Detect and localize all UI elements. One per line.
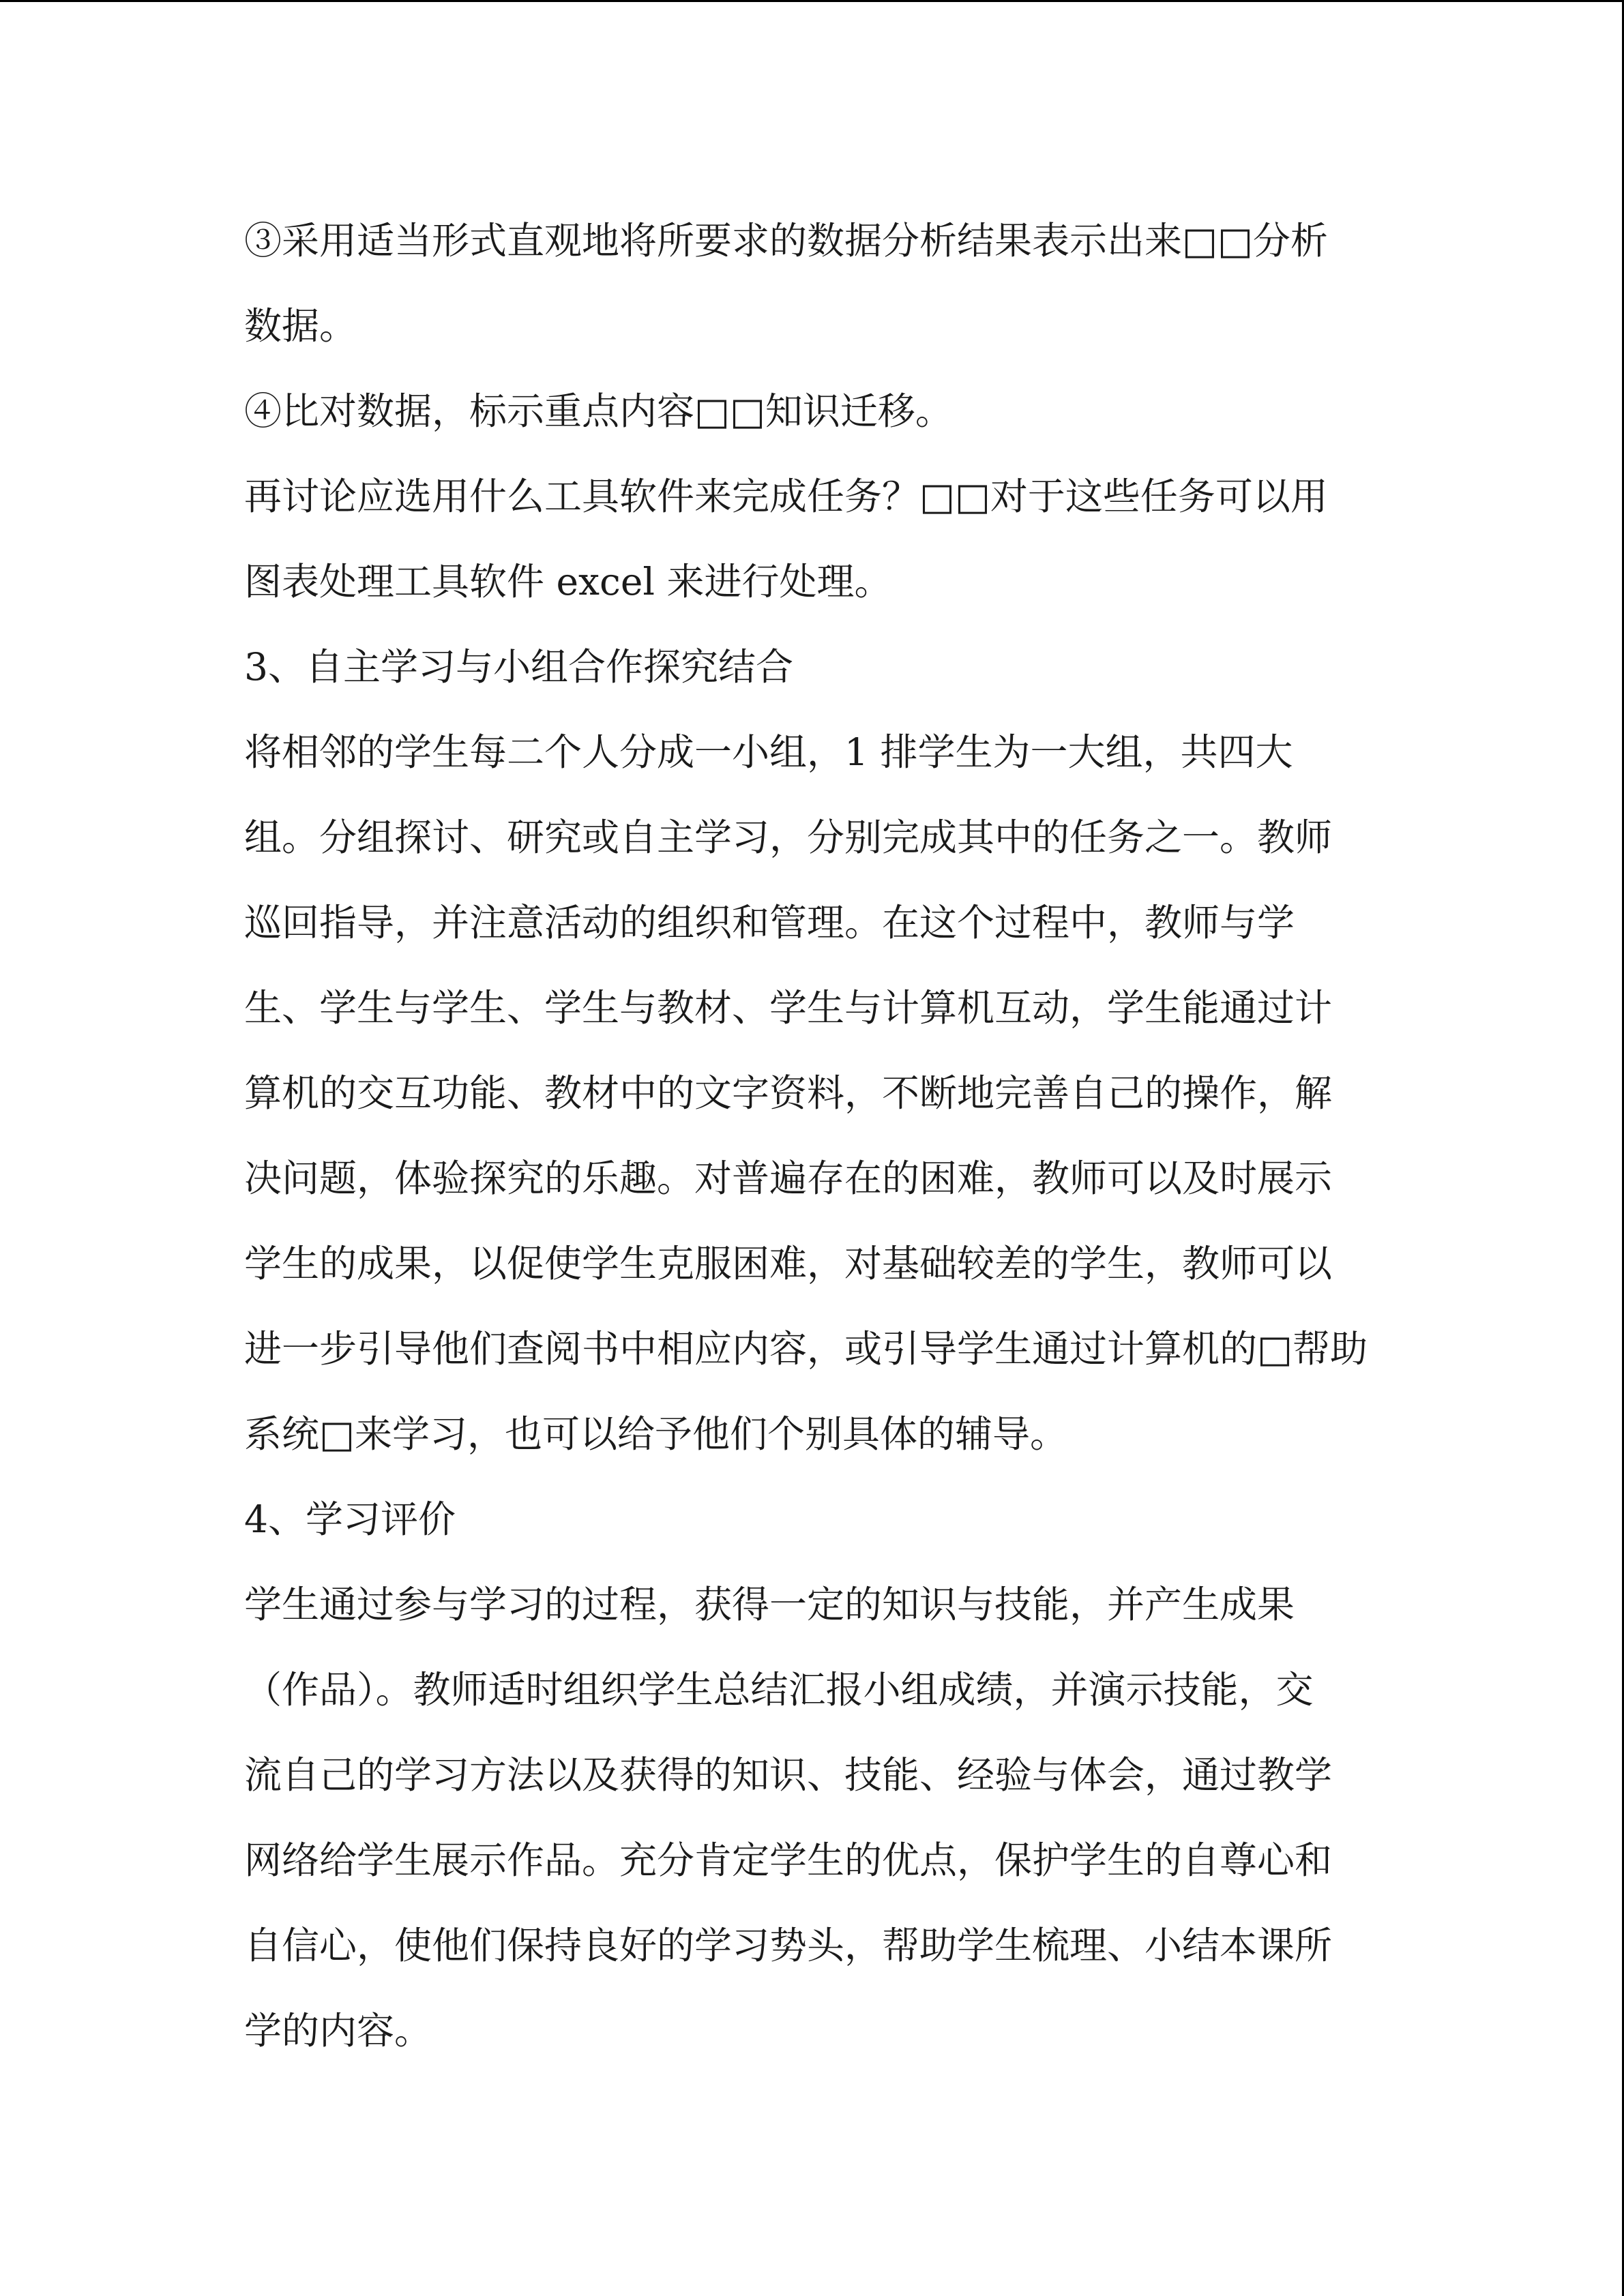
text-line: 学生通过参与学习的过程，获得一定的知识与技能，并产生成果 — [244, 1583, 1295, 1626]
text-line: 巡回指导，并注意活动的组织和管理。在这个过程中，教师与学 — [244, 901, 1295, 944]
text-line: 自信心，使他们保持良好的学习势头，帮助学生梳理、小结本课所 — [244, 1924, 1333, 1967]
text-line: 学生的成果，以促使学生克服困难，对基础较差的学生，教师可以 — [244, 1242, 1333, 1285]
text-line: 系统□来学习，也可以给予他们个别具体的辅导。 — [244, 1412, 1067, 1456]
text-line: 数据。 — [244, 304, 357, 348]
text-line: 进一步引导他们查阅书中相应内容，或引导学生通过计算机的□帮助 — [244, 1327, 1368, 1371]
text-line: 学的内容。 — [244, 2009, 432, 2053]
text-line: 生、学生与学生、学生与教材、学生与计算机互动，学生能通过计 — [244, 986, 1333, 1030]
text-line: 流自己的学习方法以及获得的知识、技能、经验与体会，通过教学 — [244, 1753, 1333, 1797]
section-heading: 4、学习评价 — [244, 1497, 456, 1541]
text-line: 决问题，体验探究的乐趣。对普遍存在的困难，教师可以及时展示 — [244, 1157, 1333, 1200]
text-line: 将相邻的学生每二个人分成一小组，1 排学生为一大组，共四大 — [244, 730, 1293, 774]
text-line: （作品）。教师适时组织学生总结汇报小组成绩，并演示技能，交 — [244, 1668, 1314, 1712]
text-line: 算机的交互功能、教材中的文字资料，不断地完善自己的操作，解 — [244, 1071, 1333, 1115]
document-body — [244, 198, 1390, 2074]
text-line: 再讨论应选用什么工具软件来完成任务？□□对于这些任务可以用 — [244, 475, 1328, 518]
text-line: 组。分组探讨、研究或自主学习，分别完成其中的任务之一。教师 — [244, 816, 1333, 859]
text-line: 图表处理工具软件 excel 来进行处理。 — [244, 560, 892, 603]
text-line: ④比对数据，标示重点内容□□知识迁移。 — [244, 389, 953, 433]
text-line: 网络给学生展示作品。充分肯定学生的优点，保护学生的自尊心和 — [244, 1838, 1333, 1882]
text-line: ③采用适当形式直观地将所要求的数据分析结果表示出来□□分析 — [244, 219, 1328, 263]
section-heading: 3、自主学习与小组合作探究结合 — [244, 645, 793, 689]
